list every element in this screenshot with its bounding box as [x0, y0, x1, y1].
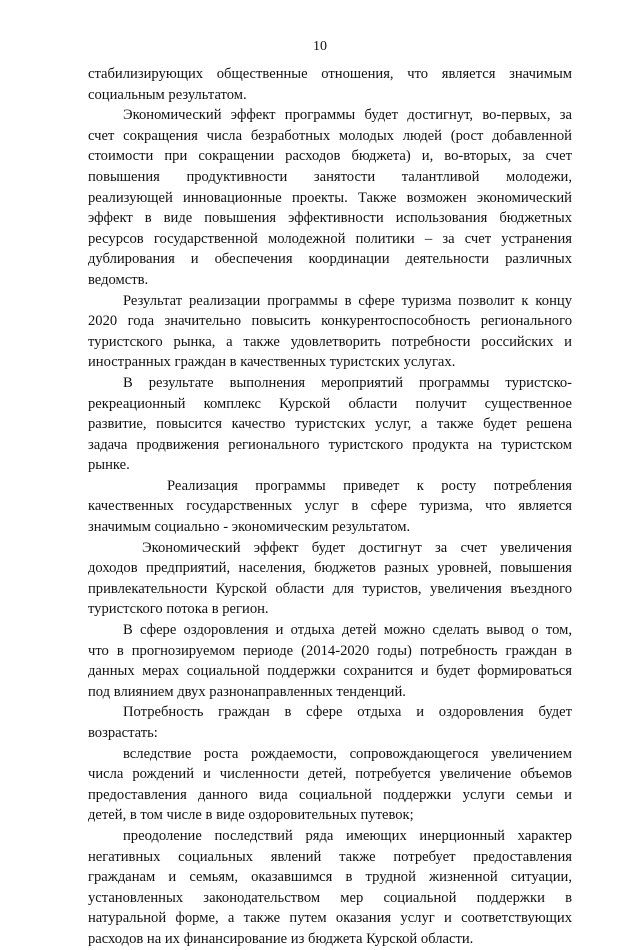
text-line: что в прогнозируемом периоде (2014-2020 годы) потребность граждан в: [88, 642, 572, 659]
text-line: иностранных граждан в качественных туристских услугах.: [88, 354, 456, 371]
text-line: 2020 года значительно повысить конкурентоспособность регионального: [88, 313, 572, 330]
text-line: Потребность граждан в сфере отдыха и оздоровления будет: [123, 704, 572, 721]
text-line: предоставления данного вида социальной поддержки услуги семьи и: [88, 786, 572, 803]
text-line: под влиянием двух разнонаправленных тенденций.: [88, 683, 406, 700]
text-line: В сфере оздоровления и отдыха детей можно сделать вывод о том,: [123, 622, 572, 639]
text-line: ведомств.: [88, 271, 149, 288]
text-line: счет сокращения числа безработных молодых людей (рост добавленной: [88, 127, 572, 144]
text-line: Экономический эффект будет достигнут за счет увеличения: [142, 539, 572, 556]
text-line: эффект в виде повышения эффективности использования бюджетных: [88, 210, 572, 227]
text-line: ресурсов государственной молодежной политики – за счет устранения: [88, 230, 572, 247]
text-line: числа рождений и численности детей, потребуется увеличение объемов: [88, 766, 572, 783]
page-number: 10: [313, 39, 327, 54]
text-line: возрастать:: [88, 725, 158, 741]
text-line: значимым социально - экономическим результатом.: [88, 519, 411, 536]
text-line: данных мерах социальной поддержки сохранится и будет формироваться: [88, 663, 572, 680]
body-text: [88, 64, 572, 950]
text-line: туристского потока в регион.: [88, 601, 269, 618]
text-line: В результате выполнения мероприятий программы туристско-: [123, 374, 572, 391]
text-line: установленных законодательством мер социальной поддержки в: [88, 889, 572, 906]
text-line: повышения продуктивности занятости талантливой молодежи,: [88, 168, 572, 185]
text-line: Реализация программы приведет к росту потребления: [167, 477, 572, 494]
text-line: социальным результатом.: [88, 86, 247, 103]
text-line: привлекательности Курской области для туристов, увеличения въездного: [88, 580, 572, 597]
text-line: преодоление последствий ряда имеющих инерционный характер: [123, 827, 572, 844]
text-line: реализующей инновационные проекты. Также возможен экономический: [88, 189, 572, 206]
text-line: стоимости при сокращении расходов бюджета) и, во-вторых, за счет: [88, 148, 572, 165]
text-line: расходов на их финансирование из бюджета Курской области.: [88, 930, 474, 947]
text-line: задача продвижения регионального туристского продукта на туристском: [88, 436, 572, 453]
text-line: гражданам и семьям, оказавшимся в трудной жизненной ситуации,: [88, 869, 572, 886]
text-line: Экономический эффект программы будет достигнут, во-первых, за: [123, 107, 572, 124]
text-line: туристского рынка, а также удовлетворить потребности российских и: [88, 333, 572, 350]
text-line: дублирования и обеспечения координации деятельности различных: [88, 251, 572, 268]
text-line: негативных социальных явлений также потребует предоставления: [88, 848, 572, 865]
text-line: развитие, повысится качество туристских услуг, а также будет решена: [88, 416, 572, 433]
text-line: вследствие роста рождаемости, сопровождающегося увеличением: [123, 745, 572, 762]
text-line: детей, в том числе в виде оздоровительных путевок;: [88, 807, 414, 824]
text-line: качественных государственных услуг в сфере туризма, что является: [88, 498, 572, 515]
text-line: рекреационный комплекс Курской области получит существенное: [88, 395, 572, 412]
text-line: Результат реализации программы в сфере туризма позволит к концу: [123, 292, 572, 309]
text-line: доходов предприятий, населения, бюджетов разных уровней, повышения: [88, 560, 572, 577]
text-line: рынке.: [88, 457, 130, 474]
text-line: натуральной форме, а также путем оказания услуг и соответствующих: [88, 910, 572, 927]
text-line: стабилизирующих общественные отношения, что является значимым: [88, 66, 572, 82]
